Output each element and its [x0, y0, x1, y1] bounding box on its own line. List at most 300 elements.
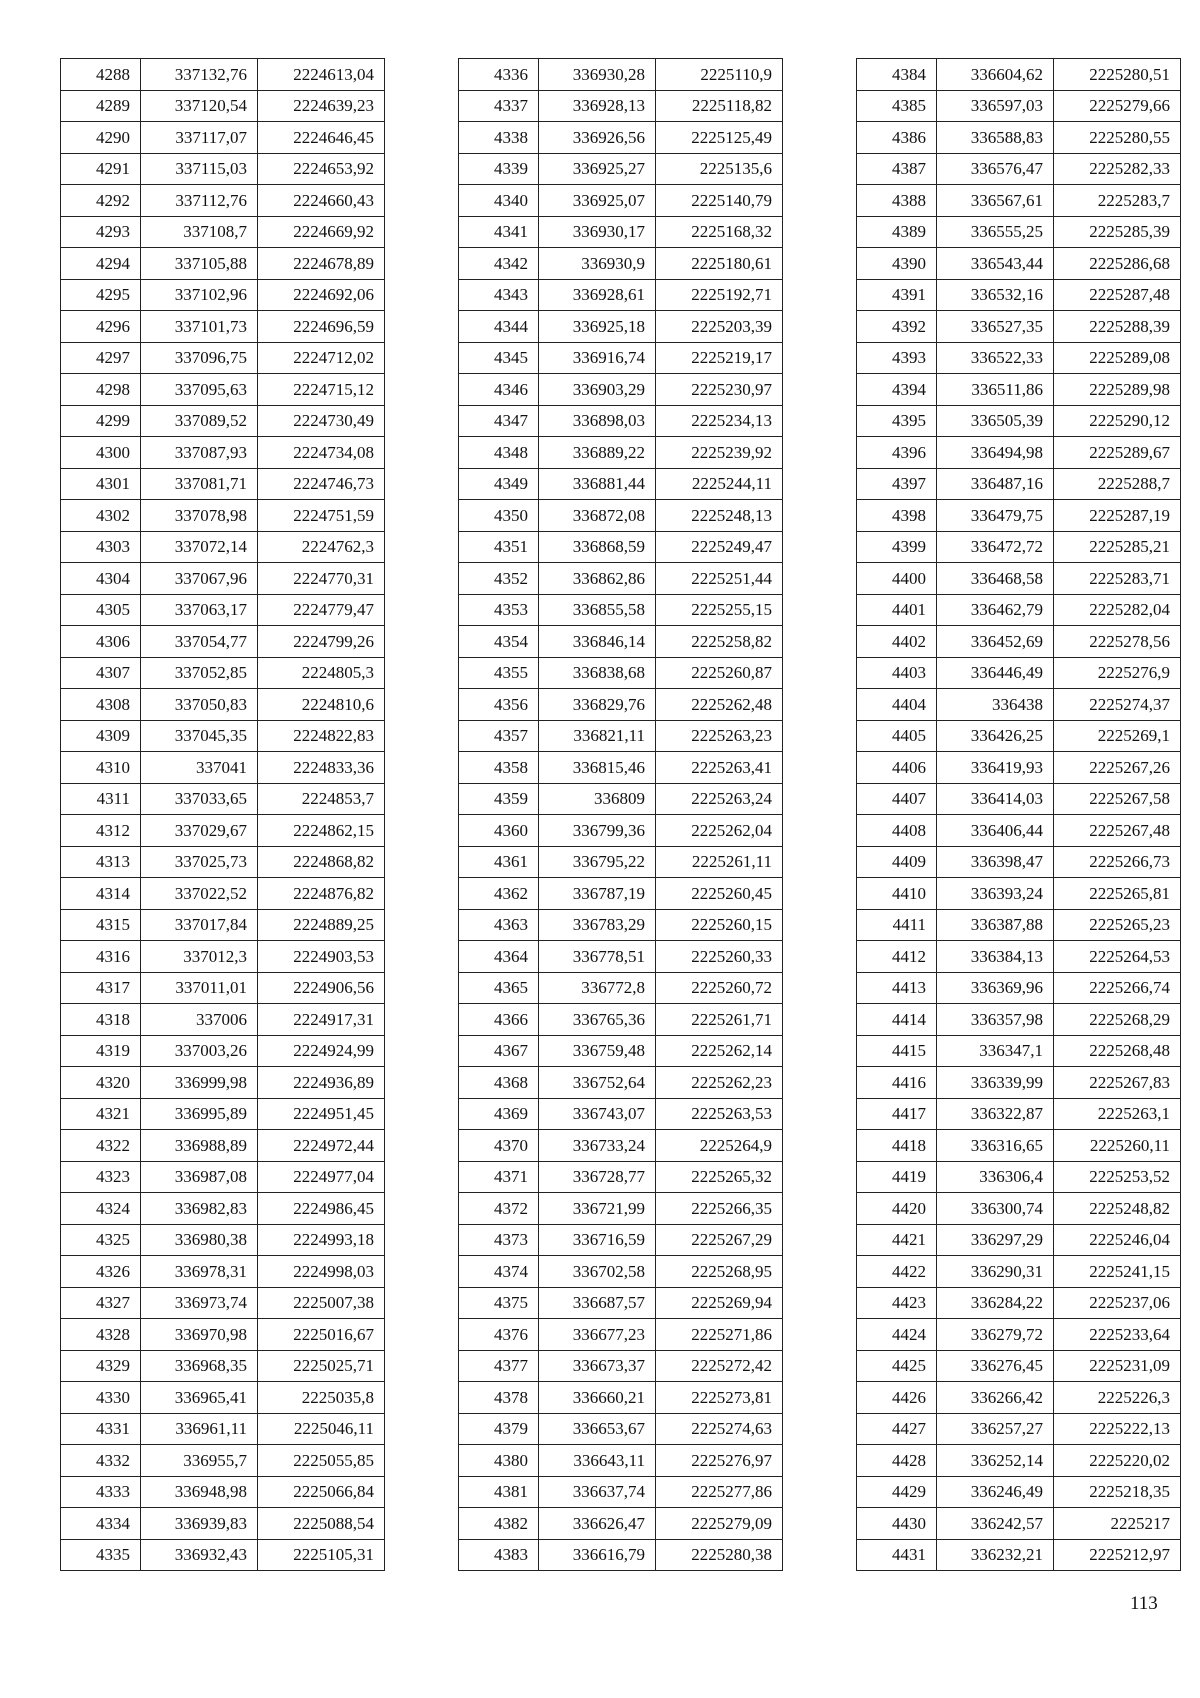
point-number-cell: 4330: [61, 1382, 141, 1414]
table-row: [857, 1067, 1181, 1099]
x-coordinate-cell: 336868,59: [539, 531, 656, 563]
x-coordinate-cell: 336306,4: [937, 1161, 1054, 1193]
point-number-cell: 4317: [61, 972, 141, 1004]
table-row: [857, 878, 1181, 910]
point-number-cell: 4344: [459, 311, 539, 343]
x-coordinate-cell: 336232,21: [937, 1539, 1054, 1571]
x-coordinate-cell: 336855,58: [539, 594, 656, 626]
y-coordinate-cell: 2225218,35: [1054, 1476, 1181, 1508]
y-coordinate-cell: 2225262,23: [656, 1067, 783, 1099]
x-coordinate-cell: 336903,29: [539, 374, 656, 406]
point-number-cell: 4399: [857, 531, 937, 563]
x-coordinate-cell: 336787,19: [539, 878, 656, 910]
point-number-cell: 4425: [857, 1350, 937, 1382]
y-coordinate-cell: 2224646,45: [258, 122, 385, 154]
x-coordinate-cell: 337063,17: [141, 594, 258, 626]
table-row: [61, 909, 385, 941]
x-coordinate-cell: 336468,58: [937, 563, 1054, 595]
y-coordinate-cell: 2225046,11: [258, 1413, 385, 1445]
y-coordinate-cell: 2225267,48: [1054, 815, 1181, 847]
y-coordinate-cell: 2224746,73: [258, 468, 385, 500]
table-row: [459, 342, 783, 374]
point-number-cell: 4373: [459, 1224, 539, 1256]
table-row: [459, 405, 783, 437]
point-number-cell: 4407: [857, 783, 937, 815]
point-number-cell: 4334: [61, 1508, 141, 1540]
point-number-cell: 4392: [857, 311, 937, 343]
table-row: [857, 941, 1181, 973]
y-coordinate-cell: 2224876,82: [258, 878, 385, 910]
point-number-cell: 4342: [459, 248, 539, 280]
point-number-cell: 4368: [459, 1067, 539, 1099]
table-row: [459, 720, 783, 752]
x-coordinate-cell: 336881,44: [539, 468, 656, 500]
y-coordinate-cell: 2225290,12: [1054, 405, 1181, 437]
x-coordinate-cell: 336961,11: [141, 1413, 258, 1445]
point-number-cell: 4377: [459, 1350, 539, 1382]
table-row: [857, 1098, 1181, 1130]
point-number-cell: 4310: [61, 752, 141, 784]
table-row: [459, 153, 783, 185]
point-number-cell: 4292: [61, 185, 141, 217]
x-coordinate-cell: 337011,01: [141, 972, 258, 1004]
point-number-cell: 4337: [459, 90, 539, 122]
y-coordinate-cell: 2224613,04: [258, 59, 385, 91]
point-number-cell: 4385: [857, 90, 937, 122]
point-number-cell: 4324: [61, 1193, 141, 1225]
point-number-cell: 4411: [857, 909, 937, 941]
point-number-cell: 4362: [459, 878, 539, 910]
table-row: [459, 846, 783, 878]
point-number-cell: 4338: [459, 122, 539, 154]
y-coordinate-cell: 2225088,54: [258, 1508, 385, 1540]
point-number-cell: 4331: [61, 1413, 141, 1445]
table-row: [459, 248, 783, 280]
table-row: [61, 59, 385, 91]
y-coordinate-cell: 2225280,38: [656, 1539, 783, 1571]
y-coordinate-cell: 2225286,68: [1054, 248, 1181, 280]
x-coordinate-cell: 336925,07: [539, 185, 656, 217]
table-row: [459, 1319, 783, 1351]
table-row: [61, 563, 385, 595]
point-number-cell: 4417: [857, 1098, 937, 1130]
point-number-cell: 4356: [459, 689, 539, 721]
table-row: [459, 1067, 783, 1099]
y-coordinate-cell: 2225265,23: [1054, 909, 1181, 941]
y-coordinate-cell: 2224972,44: [258, 1130, 385, 1162]
point-number-cell: 4397: [857, 468, 937, 500]
point-number-cell: 4388: [857, 185, 937, 217]
table-row: [459, 563, 783, 595]
table-row: [459, 1035, 783, 1067]
table-row: [857, 1508, 1181, 1540]
x-coordinate-cell: 337029,67: [141, 815, 258, 847]
coordinates-table-2: [458, 58, 783, 1571]
table-row: [459, 1193, 783, 1225]
table-row: [459, 279, 783, 311]
x-coordinate-cell: 336955,7: [141, 1445, 258, 1477]
x-coordinate-cell: 336347,1: [937, 1035, 1054, 1067]
y-coordinate-cell: 2224889,25: [258, 909, 385, 941]
x-coordinate-cell: 336588,83: [937, 122, 1054, 154]
y-coordinate-cell: 2225222,13: [1054, 1413, 1181, 1445]
x-coordinate-cell: 336926,56: [539, 122, 656, 154]
table-row: [857, 909, 1181, 941]
table-row: [857, 216, 1181, 248]
x-coordinate-cell: 336266,42: [937, 1382, 1054, 1414]
point-number-cell: 4390: [857, 248, 937, 280]
point-number-cell: 4325: [61, 1224, 141, 1256]
x-coordinate-cell: 336597,03: [937, 90, 1054, 122]
x-coordinate-cell: 336765,36: [539, 1004, 656, 1036]
x-coordinate-cell: 337006: [141, 1004, 258, 1036]
point-number-cell: 4409: [857, 846, 937, 878]
table-row: [459, 311, 783, 343]
table-row: [61, 594, 385, 626]
table-row: [857, 1413, 1181, 1445]
table-row: [61, 752, 385, 784]
point-number-cell: 4303: [61, 531, 141, 563]
table-row: [459, 1413, 783, 1445]
point-number-cell: 4354: [459, 626, 539, 658]
x-coordinate-cell: 336242,57: [937, 1508, 1054, 1540]
table-row: [857, 1224, 1181, 1256]
point-number-cell: 4429: [857, 1476, 937, 1508]
y-coordinate-cell: 2224770,31: [258, 563, 385, 595]
y-coordinate-cell: 2224669,92: [258, 216, 385, 248]
point-number-cell: 4367: [459, 1035, 539, 1067]
point-number-cell: 4313: [61, 846, 141, 878]
point-number-cell: 4400: [857, 563, 937, 595]
table-row: [857, 437, 1181, 469]
coordinates-table-3: [856, 58, 1181, 1571]
table-row: [61, 1130, 385, 1162]
x-coordinate-cell: 336446,49: [937, 657, 1054, 689]
table-row: [61, 1382, 385, 1414]
table-row: [459, 626, 783, 658]
y-coordinate-cell: 2225269,1: [1054, 720, 1181, 752]
x-coordinate-cell: 336928,13: [539, 90, 656, 122]
table-row: [857, 594, 1181, 626]
point-number-cell: 4304: [61, 563, 141, 595]
y-coordinate-cell: 2225251,44: [656, 563, 783, 595]
point-number-cell: 4393: [857, 342, 937, 374]
x-coordinate-cell: 336677,23: [539, 1319, 656, 1351]
point-number-cell: 4348: [459, 437, 539, 469]
y-coordinate-cell: 2224998,03: [258, 1256, 385, 1288]
y-coordinate-cell: 2225265,32: [656, 1161, 783, 1193]
x-coordinate-cell: 336778,51: [539, 941, 656, 973]
y-coordinate-cell: 2224951,45: [258, 1098, 385, 1130]
point-number-cell: 4340: [459, 185, 539, 217]
y-coordinate-cell: 2225249,47: [656, 531, 783, 563]
y-coordinate-cell: 2225168,32: [656, 216, 783, 248]
point-number-cell: 4405: [857, 720, 937, 752]
x-coordinate-cell: 336246,49: [937, 1476, 1054, 1508]
table-row: [857, 1350, 1181, 1382]
table-row: [459, 909, 783, 941]
table-row: [857, 342, 1181, 374]
table-row: [459, 1256, 783, 1288]
point-number-cell: 4422: [857, 1256, 937, 1288]
x-coordinate-cell: 336982,83: [141, 1193, 258, 1225]
y-coordinate-cell: 2225248,13: [656, 500, 783, 532]
point-number-cell: 4378: [459, 1382, 539, 1414]
table-row: [61, 122, 385, 154]
x-coordinate-cell: 337089,52: [141, 405, 258, 437]
y-coordinate-cell: 2225283,7: [1054, 185, 1181, 217]
x-coordinate-cell: 336673,37: [539, 1350, 656, 1382]
point-number-cell: 4370: [459, 1130, 539, 1162]
x-coordinate-cell: 336406,44: [937, 815, 1054, 847]
point-number-cell: 4374: [459, 1256, 539, 1288]
point-number-cell: 4347: [459, 405, 539, 437]
point-number-cell: 4427: [857, 1413, 937, 1445]
table-row: [857, 185, 1181, 217]
page-number: 113: [1130, 1593, 1158, 1614]
x-coordinate-cell: 336472,72: [937, 531, 1054, 563]
table-row: [459, 122, 783, 154]
y-coordinate-cell: 2225289,08: [1054, 342, 1181, 374]
y-coordinate-cell: 2225272,42: [656, 1350, 783, 1382]
point-number-cell: 4384: [857, 59, 937, 91]
point-number-cell: 4295: [61, 279, 141, 311]
x-coordinate-cell: 336616,79: [539, 1539, 656, 1571]
y-coordinate-cell: 2224805,3: [258, 657, 385, 689]
table-row: [857, 1035, 1181, 1067]
point-number-cell: 4406: [857, 752, 937, 784]
table-row: [61, 437, 385, 469]
table-row: [857, 90, 1181, 122]
y-coordinate-cell: 2225263,53: [656, 1098, 783, 1130]
point-number-cell: 4424: [857, 1319, 937, 1351]
point-number-cell: 4315: [61, 909, 141, 941]
x-coordinate-cell: 337017,84: [141, 909, 258, 941]
x-coordinate-cell: 336527,35: [937, 311, 1054, 343]
point-number-cell: 4423: [857, 1287, 937, 1319]
x-coordinate-cell: 336567,61: [937, 185, 1054, 217]
table-row: [61, 783, 385, 815]
y-coordinate-cell: 2224977,04: [258, 1161, 385, 1193]
y-coordinate-cell: 2224917,31: [258, 1004, 385, 1036]
y-coordinate-cell: 2225237,06: [1054, 1287, 1181, 1319]
y-coordinate-cell: 2225110,9: [656, 59, 783, 91]
table-row: [61, 1067, 385, 1099]
point-number-cell: 4387: [857, 153, 937, 185]
x-coordinate-cell: 336939,83: [141, 1508, 258, 1540]
table-row: [61, 1350, 385, 1382]
table-row: [61, 468, 385, 500]
table-row: [459, 594, 783, 626]
point-number-cell: 4428: [857, 1445, 937, 1477]
x-coordinate-cell: 336970,98: [141, 1319, 258, 1351]
point-number-cell: 4299: [61, 405, 141, 437]
y-coordinate-cell: 2225230,97: [656, 374, 783, 406]
table-row: [61, 657, 385, 689]
point-number-cell: 4431: [857, 1539, 937, 1571]
y-coordinate-cell: 2225212,97: [1054, 1539, 1181, 1571]
point-number-cell: 4293: [61, 216, 141, 248]
y-coordinate-cell: 2225244,11: [656, 468, 783, 500]
x-coordinate-cell: 337102,96: [141, 279, 258, 311]
table-row: [61, 405, 385, 437]
x-coordinate-cell: 336772,8: [539, 972, 656, 1004]
point-number-cell: 4381: [459, 1476, 539, 1508]
point-number-cell: 4291: [61, 153, 141, 185]
table-row: [459, 90, 783, 122]
point-number-cell: 4366: [459, 1004, 539, 1036]
table-row: [459, 1445, 783, 1477]
table-row: [61, 153, 385, 185]
point-number-cell: 4329: [61, 1350, 141, 1382]
x-coordinate-cell: 336948,98: [141, 1476, 258, 1508]
x-coordinate-cell: 337050,83: [141, 689, 258, 721]
point-number-cell: 4322: [61, 1130, 141, 1162]
y-coordinate-cell: 2225289,67: [1054, 437, 1181, 469]
x-coordinate-cell: 336721,99: [539, 1193, 656, 1225]
x-coordinate-cell: 336846,14: [539, 626, 656, 658]
x-coordinate-cell: 336995,89: [141, 1098, 258, 1130]
y-coordinate-cell: 2224906,56: [258, 972, 385, 1004]
table-row: [459, 878, 783, 910]
x-coordinate-cell: 336257,27: [937, 1413, 1054, 1445]
x-coordinate-cell: 336452,69: [937, 626, 1054, 658]
point-number-cell: 4420: [857, 1193, 937, 1225]
table-row: [459, 500, 783, 532]
y-coordinate-cell: 2225267,26: [1054, 752, 1181, 784]
point-number-cell: 4349: [459, 468, 539, 500]
table-row: [857, 1476, 1181, 1508]
point-number-cell: 4363: [459, 909, 539, 941]
table-row: [857, 248, 1181, 280]
x-coordinate-cell: 336980,38: [141, 1224, 258, 1256]
table-row: [61, 216, 385, 248]
table-row: [459, 185, 783, 217]
table-row: [857, 1319, 1181, 1351]
y-coordinate-cell: 2224853,7: [258, 783, 385, 815]
y-coordinate-cell: 2225016,67: [258, 1319, 385, 1351]
point-number-cell: 4403: [857, 657, 937, 689]
x-coordinate-cell: 336968,35: [141, 1350, 258, 1382]
point-number-cell: 4398: [857, 500, 937, 532]
y-coordinate-cell: 2224833,36: [258, 752, 385, 784]
x-coordinate-cell: 337132,76: [141, 59, 258, 91]
table-row: [459, 437, 783, 469]
y-coordinate-cell: 2225280,51: [1054, 59, 1181, 91]
point-number-cell: 4415: [857, 1035, 937, 1067]
x-coordinate-cell: 336522,33: [937, 342, 1054, 374]
x-coordinate-cell: 336316,65: [937, 1130, 1054, 1162]
x-coordinate-cell: 337095,63: [141, 374, 258, 406]
point-number-cell: 4418: [857, 1130, 937, 1162]
x-coordinate-cell: 336973,74: [141, 1287, 258, 1319]
y-coordinate-cell: 2225279,09: [656, 1508, 783, 1540]
table-row: [459, 468, 783, 500]
table-row: [61, 1004, 385, 1036]
x-coordinate-cell: 336988,89: [141, 1130, 258, 1162]
point-number-cell: 4386: [857, 122, 937, 154]
x-coordinate-cell: 337108,7: [141, 216, 258, 248]
point-number-cell: 4360: [459, 815, 539, 847]
table-row: [459, 1539, 783, 1571]
table-row: [459, 941, 783, 973]
table-row: [61, 185, 385, 217]
table-row: [61, 279, 385, 311]
table-row: [459, 1161, 783, 1193]
x-coordinate-cell: 336930,17: [539, 216, 656, 248]
y-coordinate-cell: 2225276,9: [1054, 657, 1181, 689]
y-coordinate-cell: 2225262,04: [656, 815, 783, 847]
y-coordinate-cell: 2225260,45: [656, 878, 783, 910]
table-row: [459, 1382, 783, 1414]
point-number-cell: 4355: [459, 657, 539, 689]
x-coordinate-cell: 336702,58: [539, 1256, 656, 1288]
x-coordinate-cell: 336752,64: [539, 1067, 656, 1099]
x-coordinate-cell: 336393,24: [937, 878, 1054, 910]
point-number-cell: 4389: [857, 216, 937, 248]
point-number-cell: 4383: [459, 1539, 539, 1571]
y-coordinate-cell: 2225055,85: [258, 1445, 385, 1477]
table-row: [459, 752, 783, 784]
y-coordinate-cell: 2225025,71: [258, 1350, 385, 1382]
y-coordinate-cell: 2224810,6: [258, 689, 385, 721]
y-coordinate-cell: 2225260,11: [1054, 1130, 1181, 1162]
y-coordinate-cell: 2225233,64: [1054, 1319, 1181, 1351]
x-coordinate-cell: 336637,74: [539, 1476, 656, 1508]
y-coordinate-cell: 2225258,82: [656, 626, 783, 658]
coordinates-table-1: [60, 58, 385, 1571]
point-number-cell: 4318: [61, 1004, 141, 1036]
x-coordinate-cell: 336414,03: [937, 783, 1054, 815]
y-coordinate-cell: 2225007,38: [258, 1287, 385, 1319]
point-number-cell: 4320: [61, 1067, 141, 1099]
y-coordinate-cell: 2225289,98: [1054, 374, 1181, 406]
y-coordinate-cell: 2225285,21: [1054, 531, 1181, 563]
table-row: [61, 1319, 385, 1351]
y-coordinate-cell: 2224822,83: [258, 720, 385, 752]
y-coordinate-cell: 2225274,37: [1054, 689, 1181, 721]
y-coordinate-cell: 2225277,86: [656, 1476, 783, 1508]
x-coordinate-cell: 336872,08: [539, 500, 656, 532]
y-coordinate-cell: 2225268,29: [1054, 1004, 1181, 1036]
x-coordinate-cell: 337041: [141, 752, 258, 784]
table-row: [61, 1476, 385, 1508]
y-coordinate-cell: 2224862,15: [258, 815, 385, 847]
table-row: [459, 1476, 783, 1508]
table-row: [857, 626, 1181, 658]
x-coordinate-cell: 336821,11: [539, 720, 656, 752]
table-row: [459, 972, 783, 1004]
point-number-cell: 4410: [857, 878, 937, 910]
x-coordinate-cell: 337117,07: [141, 122, 258, 154]
x-coordinate-cell: 337012,3: [141, 941, 258, 973]
y-coordinate-cell: 2225248,82: [1054, 1193, 1181, 1225]
table-row: [61, 500, 385, 532]
table-row: [61, 1287, 385, 1319]
x-coordinate-cell: 336838,68: [539, 657, 656, 689]
point-number-cell: 4343: [459, 279, 539, 311]
y-coordinate-cell: 2225262,14: [656, 1035, 783, 1067]
point-number-cell: 4376: [459, 1319, 539, 1351]
point-number-cell: 4346: [459, 374, 539, 406]
table-row: [459, 689, 783, 721]
point-number-cell: 4413: [857, 972, 937, 1004]
x-coordinate-cell: 336643,11: [539, 1445, 656, 1477]
x-coordinate-cell: 336829,76: [539, 689, 656, 721]
table-row: [857, 1256, 1181, 1288]
point-number-cell: 4316: [61, 941, 141, 973]
point-number-cell: 4300: [61, 437, 141, 469]
